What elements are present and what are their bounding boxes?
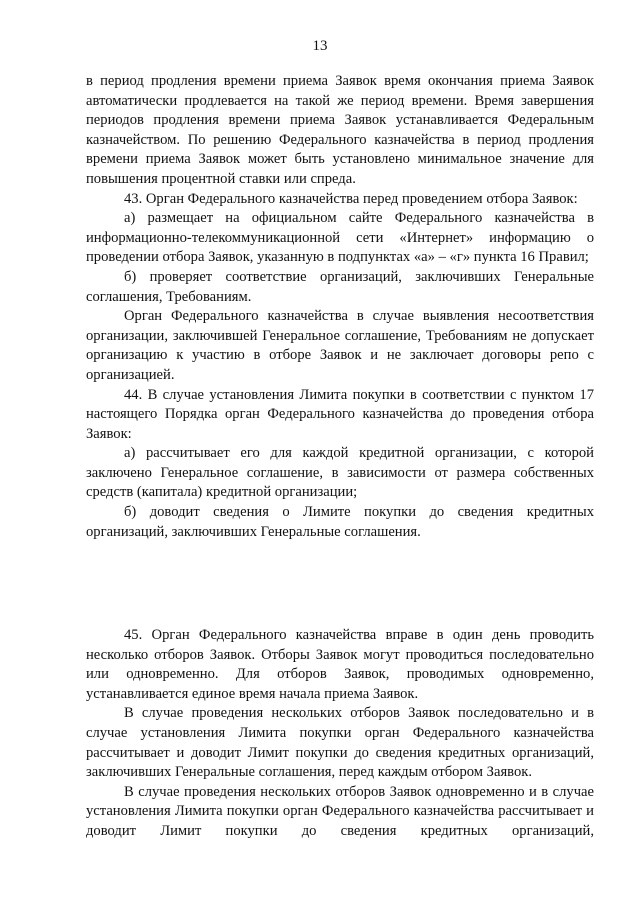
paragraph-45-sequential: В случае проведения нескольких отборов Заявок последовательно и в случае установления Лимита покупки орган Федерального казначейства рассчитывает и доводит Лимит покупки до сведения кредитных организаций, заключивших Генеральные соглашения, перед каждым отбором Заявок. (86, 705, 594, 781)
paragraph-43-note: Орган Федерального казначейства в случае выявления несоответствия организации, заключившей Генеральное соглашение, Требованиям не допускает организацию к участию в отборе Заявок и не заключает договоры репо с организацией. (86, 308, 594, 383)
page-number: 13 (312, 38, 328, 54)
text-block-lower (86, 626, 594, 842)
text-block-upper (86, 72, 594, 542)
paragraph-continuation: в период продления времени приема Заявок время окончания приема Заявок автоматически продлевается на такой же период времени. Время завершения периодов продления времени приема Заявок устанавливается Федеральным казначейством. По решению Федерального казначейства в период продления времени приема Заявок может быть установлено минимальное значение для повышения процентной ставки или спреда. (86, 73, 594, 187)
paragraph-item-45: 45. Орган Федерального казначейства вправе в один день проводить несколько отборов Заявок. Отборы Заявок могут проводиться последовательно или одновременно. Для отборов Заявок, проводимых одновременно, устанавливается единое время начала приема Заявок. (86, 627, 594, 702)
paragraph-44-b: б) доводит сведения о Лимите покупки до сведения кредитных организаций, заключивших Генеральные соглашения. (86, 504, 594, 540)
paragraph-44-a: а) рассчитывает его для каждой кредитной организации, с которой заключено Генеральное соглашение, в зависимости от размера собственных средств (капитала) кредитной организации; (86, 445, 594, 501)
paragraph-43-a: а) размещает на официальном сайте Федерального казначейства в информационно-телекоммуникационной сети «Интернет» информацию о проведении отбора Заявок, указанную в подпунктах «а» – «г» пункта 16 Правил; (86, 210, 594, 266)
paragraph-45-simultaneous: В случае проведения нескольких отборов Заявок одновременно и в случае установления Лимита покупки орган Федерального казначейства рассчитывает и доводит Лимит покупки до сведения кредитных организаций, (86, 783, 594, 839)
paragraph-43-b: б) проверяет соответствие организаций, заключивших Генеральные соглашения, Требованиям. (86, 268, 594, 305)
paragraph-item-43: 43. Орган Федерального казначейства перед проведением отбора Заявок: (124, 190, 578, 207)
paragraph-item-44: 44. В случае установления Лимита покупки в соответствии с пунктом 17 настоящего Порядка орган Федерального казначейства до проведения отбора Заявок: (86, 386, 594, 442)
